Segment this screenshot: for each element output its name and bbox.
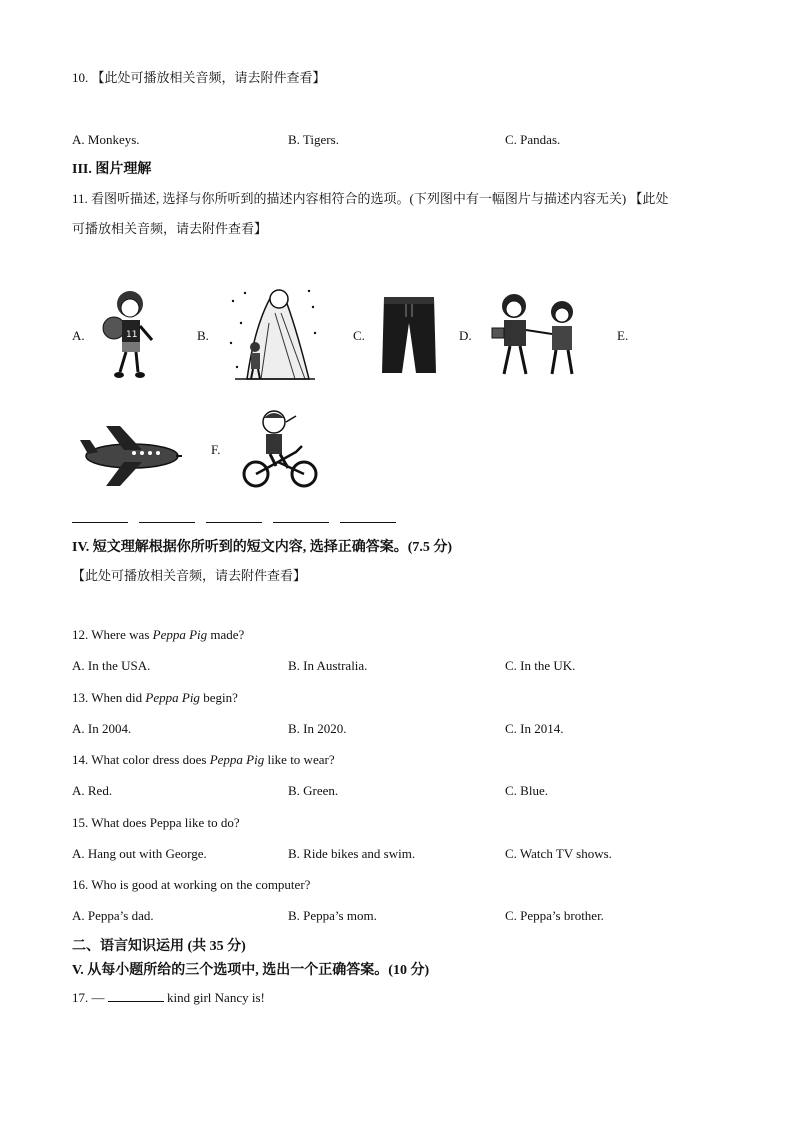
pic-label-b: B. xyxy=(197,328,209,343)
section4-audio-note: 【此处可播放相关音频，请去附件查看】 xyxy=(72,568,307,583)
q12-stem: 12. Where was Peppa Pig made? xyxy=(72,627,245,642)
q16-stem: 16. Who is good at working on the computer? xyxy=(72,877,311,892)
boy-with-ball-icon xyxy=(92,288,164,383)
q13-option-b[interactable]: B. In 2020. xyxy=(288,721,347,736)
q14-option-b[interactable]: B. Green. xyxy=(288,783,339,798)
q10-option-a[interactable]: A. Monkeys. xyxy=(72,132,140,147)
q11-stem-line1: 11. 看图听描述, 选择与你所听到的描述内容相符合的选项。(下列图中有一幅图片与描述内容无关) 【此处 xyxy=(72,191,669,206)
q14-options xyxy=(72,783,732,801)
q10-option-b[interactable]: B. Tigers. xyxy=(288,132,339,147)
answer-blank-2[interactable] xyxy=(139,522,195,523)
q13-option-a[interactable]: A. In 2004. xyxy=(72,721,132,736)
q15-stem: 15. What does Peppa like to do? xyxy=(72,815,240,830)
pic-label-e: E. xyxy=(617,328,629,343)
q13-option-c[interactable]: C. In 2014. xyxy=(505,721,564,736)
q14-stem: 14. What color dress does Peppa Pig like to wear? xyxy=(72,752,335,767)
section5-title: V. 从每小题所给的三个选项中, 选出一个正确答案。(10 分) xyxy=(72,963,430,978)
q16-option-a[interactable]: A. Peppa’s dad. xyxy=(72,908,154,923)
answer-blank-4[interactable] xyxy=(273,522,329,523)
answer-blank-5[interactable] xyxy=(340,522,396,523)
boy-riding-bike-icon xyxy=(240,408,322,490)
q12-options xyxy=(72,658,732,676)
pic-label-d: D. xyxy=(459,328,472,343)
q13-stem: 13. When did Peppa Pig begin? xyxy=(72,690,238,705)
pic-label-f: F. xyxy=(211,442,221,457)
svg-text:11: 11 xyxy=(126,330,138,340)
trousers-icon xyxy=(378,293,440,375)
q10-options xyxy=(72,132,732,150)
section4-title: IV. 短文理解根据你所听到的短文内容, 选择正确答案。(7.5 分) xyxy=(72,540,453,555)
q15-option-c[interactable]: C. Watch TV shows. xyxy=(505,846,612,861)
q13-options xyxy=(72,721,732,739)
q15-option-a[interactable]: A. Hang out with George. xyxy=(72,846,207,861)
q14-option-c[interactable]: C. Blue. xyxy=(505,783,548,798)
part2-title: 二、语言知识运用 (共 35 分) xyxy=(72,939,246,954)
pic-label-c: C. xyxy=(353,328,365,343)
q10-option-c[interactable]: C. Pandas. xyxy=(505,132,561,147)
q14-option-a[interactable]: A. Red. xyxy=(72,783,113,798)
woman-in-raincoat-icon xyxy=(225,283,321,385)
q17-blank[interactable] xyxy=(108,989,164,1002)
q15-option-b[interactable]: B. Ride bikes and swim. xyxy=(288,846,416,861)
q17-stem: 17. — kind girl Nancy is! xyxy=(72,990,265,1005)
airplane-icon xyxy=(76,420,186,490)
q10-stem: 10. 【此处可播放相关音频，请去附件查看】 xyxy=(72,70,326,85)
q11-stem-line2: 可播放相关音频，请去附件查看】 xyxy=(72,221,268,236)
pic-label-a: A. xyxy=(72,328,85,343)
q12-option-c[interactable]: C. In the UK. xyxy=(505,658,576,673)
q16-option-b[interactable]: B. Peppa’s mom. xyxy=(288,908,377,923)
answer-blank-3[interactable] xyxy=(206,522,262,523)
q12-option-b[interactable]: B. In Australia. xyxy=(288,658,368,673)
two-kids-walking-icon xyxy=(490,290,586,382)
q16-option-c[interactable]: C. Peppa’s brother. xyxy=(505,908,604,923)
q15-options xyxy=(72,846,732,864)
q16-options xyxy=(72,908,732,926)
section3-title: III. 图片理解 xyxy=(72,162,152,177)
answer-blank-1[interactable] xyxy=(72,522,128,523)
q12-option-a[interactable]: A. In the USA. xyxy=(72,658,151,673)
